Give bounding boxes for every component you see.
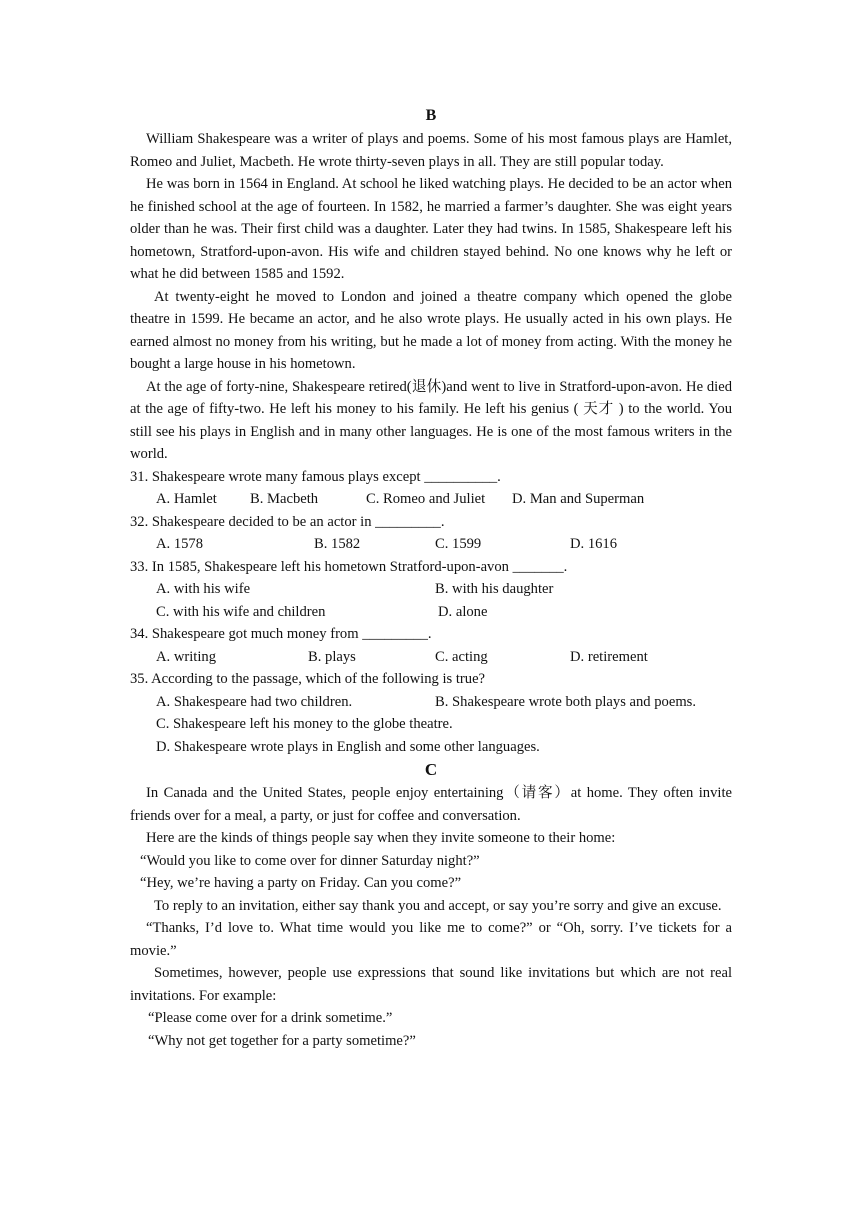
- section-c-quote-3: “Please come over for a drink sometime.”: [148, 1010, 393, 1026]
- question-32-option-a: A. 1578: [156, 536, 204, 552]
- section-c-quote-2: “Hey, we’re having a party on Friday. Can you come?”: [140, 875, 462, 891]
- question-35-options-row-1: [130, 691, 732, 714]
- question-31-options: [130, 488, 732, 511]
- question-33-option-c: C. with his wife and children: [156, 603, 326, 620]
- question-34-option-c: C. acting: [435, 648, 488, 665]
- section-b-paragraph-2: He was born in 1564 in England. At school he liked watching plays. He decided to be an actor when he finished school at the age of fourteen. In 1582, he married a farmer’s daughter. She was eight years older than he was. Their first child was a daughter. Later they had twins. In 1585, Shakespeare left his hometown, Stratford-upon-avon. His wife and children stayed behind. No one knows why he left or what he did between 1585 and 1592.: [130, 176, 732, 282]
- question-33-options-row-2: [130, 601, 732, 624]
- section-c-paragraph-5: Sometimes, however, people use expressions that sound like invitations but which are not real invitations. For example:: [130, 965, 732, 1004]
- question-34-options: [130, 646, 732, 669]
- section-c-paragraph-4: “Thanks, I’d love to. What time would you like me to come?” or “Oh, sorry. I’ve tickets for a movie.”: [130, 920, 732, 959]
- question-32-option-b: B. 1582: [314, 536, 361, 552]
- question-35-option-a: A. Shakespeare had two children.: [156, 693, 353, 710]
- section-b-paragraph-1: William Shakespeare was a writer of plays and poems. Some of his most famous plays are Hamlet, Romeo and Juliet, Macbeth. He wrote thirty-seven plays in all. They are still popular today.: [130, 131, 732, 170]
- question-35-options-row-3: [130, 736, 732, 759]
- section-b-paragraph-3: At twenty-eight he moved to London and joined a theatre company which opened the globe theatre in 1599. He became an actor, and he also wrote plays. He usually acted in his own plays. He earned almost no money from his writing, but he made a lot of money from acting. With the money he bought a large house in his hometown.: [130, 288, 732, 372]
- question-35-stem: 35. According to the passage, which of the following is true?: [130, 671, 486, 687]
- section-c-quote-1: “Would you like to come over for dinner Saturday night?”: [140, 852, 480, 869]
- question-31-option-a: A. Hamlet: [156, 491, 217, 507]
- question-31-option-d: D. Man and Superman: [512, 491, 645, 507]
- question-34-stem: 34. Shakespeare got much money from _________.: [130, 626, 432, 642]
- question-33-options-row-1: [130, 578, 732, 601]
- question-32-options: [130, 533, 732, 556]
- question-34-option-b: B. plays: [308, 648, 356, 665]
- question-33-option-a: A. with his wife: [156, 581, 251, 597]
- question-35-option-d: D. Shakespeare wrote plays in English and some other languages.: [156, 738, 540, 755]
- question-31-stem: 31. Shakespeare wrote many famous plays except __________.: [130, 468, 501, 485]
- question-34-option-a: A. writing: [156, 648, 216, 665]
- question-33-option-d: D. alone: [438, 603, 488, 620]
- section-b-heading: B: [425, 107, 437, 124]
- section-c-paragraph-2: Here are the kinds of things people say when they invite someone to their home:: [146, 830, 616, 846]
- question-31-option-b: B. Macbeth: [250, 491, 319, 507]
- section-c-paragraph-1: In Canada and the United States, people enjoy entertaining（请客）at home. They often invite friends over for a meal, a party, or just for coffee and conversation.: [130, 785, 732, 824]
- section-b-paragraph-4: At the age of forty-nine, Shakespeare retired(退休)and went to live in Stratford-upon-avon. He died at the age of fifty-two. He left his money to his family. He left his genius ( 天才 ) to the world. You still see his plays in English and in many other languages. He is one of the most famous writers in the world.: [130, 378, 732, 462]
- worksheet-page: [130, 104, 732, 1052]
- section-c-heading: C: [424, 760, 438, 779]
- question-33-stem: 33. In 1585, Shakespeare left his hometown Stratford-upon-avon _______.: [130, 558, 568, 575]
- question-32-stem: 32. Shakespeare decided to be an actor in _________.: [130, 513, 445, 530]
- question-35-option-c: C. Shakespeare left his money to the globe theatre.: [156, 716, 453, 732]
- question-31-option-c: C. Romeo and Juliet: [366, 491, 486, 507]
- question-35-options-row-2: [130, 713, 732, 736]
- section-c-quote-4: “Why not get together for a party sometime?”: [148, 1032, 416, 1049]
- question-35-option-b: B. Shakespeare wrote both plays and poems.: [435, 693, 697, 710]
- question-33-option-b: B. with his daughter: [435, 581, 554, 597]
- question-32-option-c: C. 1599: [435, 536, 482, 552]
- question-32-option-d: D. 1616: [570, 536, 618, 552]
- question-34-option-d: D. retirement: [570, 648, 648, 665]
- section-c-paragraph-3: To reply to an invitation, either say thank you and accept, or say you’re sorry and give an excuse.: [154, 897, 722, 914]
